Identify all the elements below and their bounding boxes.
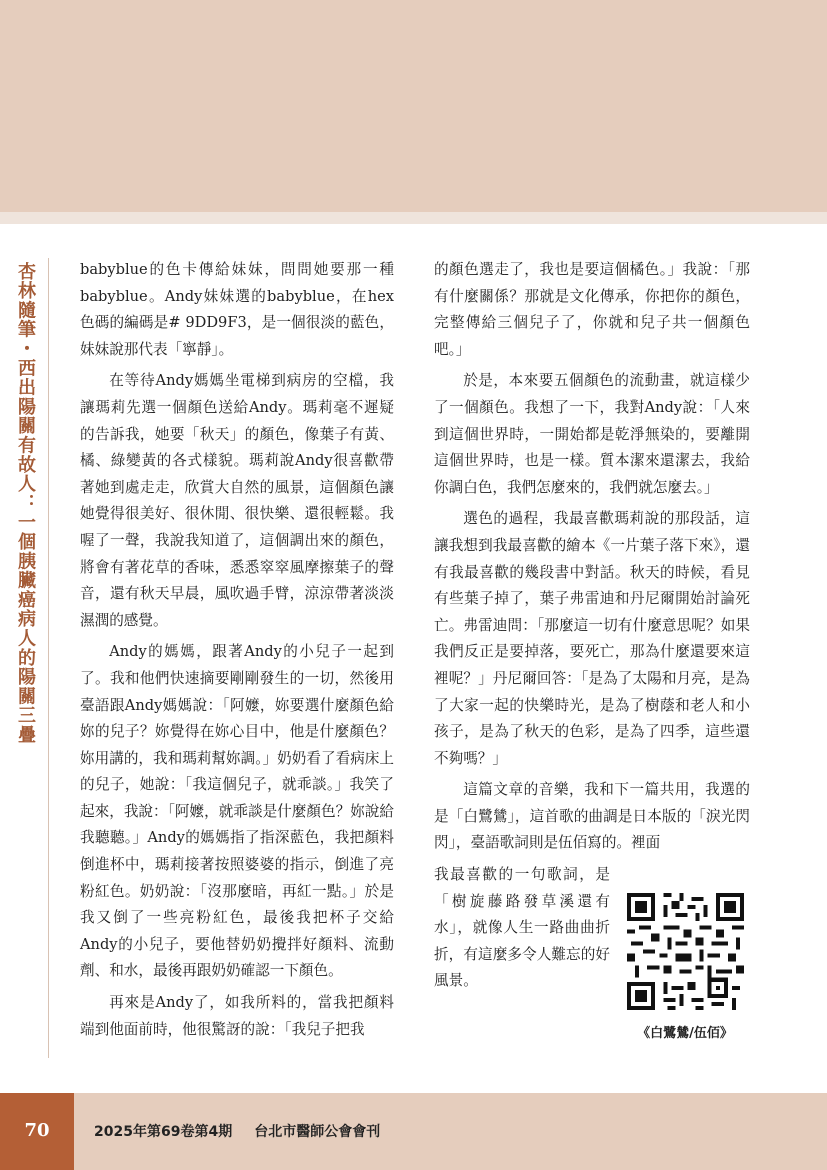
paragraph: 在等待Andy媽媽坐電梯到病房的空檔，我讓瑪莉先選一個顏色送給Andy。瑪莉毫不遲疑的告訴我，她要「秋天」的顏色，像葉子有黃、橘、綠變黃的各式樣貌。瑪莉說Andy很喜歡帶著她到處走走，欣賞大自然的風景，這個顏色讓她覺得很美好、很休閒、很快樂、還很輕鬆。我喔了一聲，我說我知道了，這個調出來的顏色，將會有著花草的香味，悉悉窣窣風摩擦葉子的聲音，還有秋天早晨，風吹過手臂，涼涼帶著淡淡濕潤的感覺。 (80, 372, 394, 629)
paragraph: 再來是Andy了，如我所料的，當我把顏料端到他面前時，他很驚訝的說：「我兒子把我 (80, 994, 394, 1038)
qr-code[interactable] (627, 893, 744, 1010)
header-band (0, 0, 827, 212)
paragraph: 選色的過程，我最喜歡瑪莉說的那段話，這讓我想到我最喜歡的繪本《一片葉子落下來》，還有我最喜歡的幾段書中對話。秋天的時候，看見有些葉子掉了，葉子弗雷迪和丹尼爾開始討論死亡。弗雷迪問：「那麼這一切有什麼意思呢？如果我們反正是要掉落，要死亡，那為什麼還要來這裡呢？」丹尼爾回答：「是為了太陽和月亮，是為了大家一起的快樂時光，是為了樹蔭和老人和小孩子，是為了秋天的色彩，是為了四季，這些還不夠嗎？」 (434, 510, 750, 767)
issue-label: 2025年第69卷第4期 (94, 1124, 233, 1140)
paragraph: babyblue的色卡傳給妹妹，問問她要那一種babyblue。Andy妹妹選的babyblue，在hex色碼的編碼是# 9DD9F3，是一個很淡的藍色，妹妹說那代表「寧靜」。 (80, 261, 394, 358)
paragraph: 我最喜歡的一句歌詞，是「樹旋藤路發草溪還有水」，就像人生一路曲曲折折，有這麼多令人難忘的好風景。 (434, 866, 610, 990)
qr-caption: 《白鷺鷥/伍佰》 (637, 1026, 733, 1041)
paragraph: Andy的媽媽，跟著Andy的小兒子一起到了。我和他們快速摘要剛剛發生的一切，然後用臺語跟Andy媽媽說：「阿嬤，妳要選什麼顏色給妳的兒子？妳覺得在妳心目中，他是什麼顏色？妳用講的，我和瑪莉幫妳調。」奶奶看了看病床上的兒子，她說：「我這個兒子，就乖談。」我笑了起來，我說：「阿嬤，就乖談是什麼顏色？妳說給我聽聽。」Andy的媽媽指了指深藍色，我把顏料倒進杯中，瑪莉接著按照婆婆的指示，倒進了亮粉紅色。奶奶說：「沒那麼暗，再紅一點。」於是我又倒了一些亮粉紅色，最後我把杯子交給Andy的小兒子，要他替奶奶攪拌好顏料、流動劑、和水，最後再跟奶奶確認一下顏色。 (80, 643, 394, 980)
paragraph: 於是，本來要五個顏色的流動畫，就這樣少了一個顏色。我想了一下，我對Andy說：「人來到這個世界時，一開始都是乾淨無染的，要離開這個世界時，也是一樣。質本潔來還潔去，我給你調白色，我們怎麼來的，我們就怎麼去。」 (434, 372, 750, 496)
side-title: 杏林隨筆・西出陽關有故人：一個胰臟癌病人的陽關三疊 (15, 262, 36, 745)
footer (0, 1093, 827, 1170)
side-divider (48, 258, 49, 1058)
right-column (434, 257, 750, 1000)
footer-text (94, 1121, 380, 1141)
page-number-box (0, 1093, 74, 1170)
left-column (80, 257, 394, 1048)
header-divider-strip (0, 212, 827, 224)
paragraph: 的顏色選走了，我也是要這個橘色。」我說：「那有什麼關係？那就是文化傳承，你把你的顏色，完整傳給三個兒子了，你就和兒子共一個顏色吧。」 (434, 261, 750, 358)
journal-name: 台北市醫師公會會刊 (254, 1124, 381, 1140)
paragraph: 這篇文章的音樂，我和下一篇共用，我選的是「白鷺鷥」，這首歌的曲調是日本版的「淚光閃閃」，臺語歌詞則是伍佰寫的。裡面 (434, 781, 750, 852)
page-number: 70 (24, 1120, 50, 1141)
